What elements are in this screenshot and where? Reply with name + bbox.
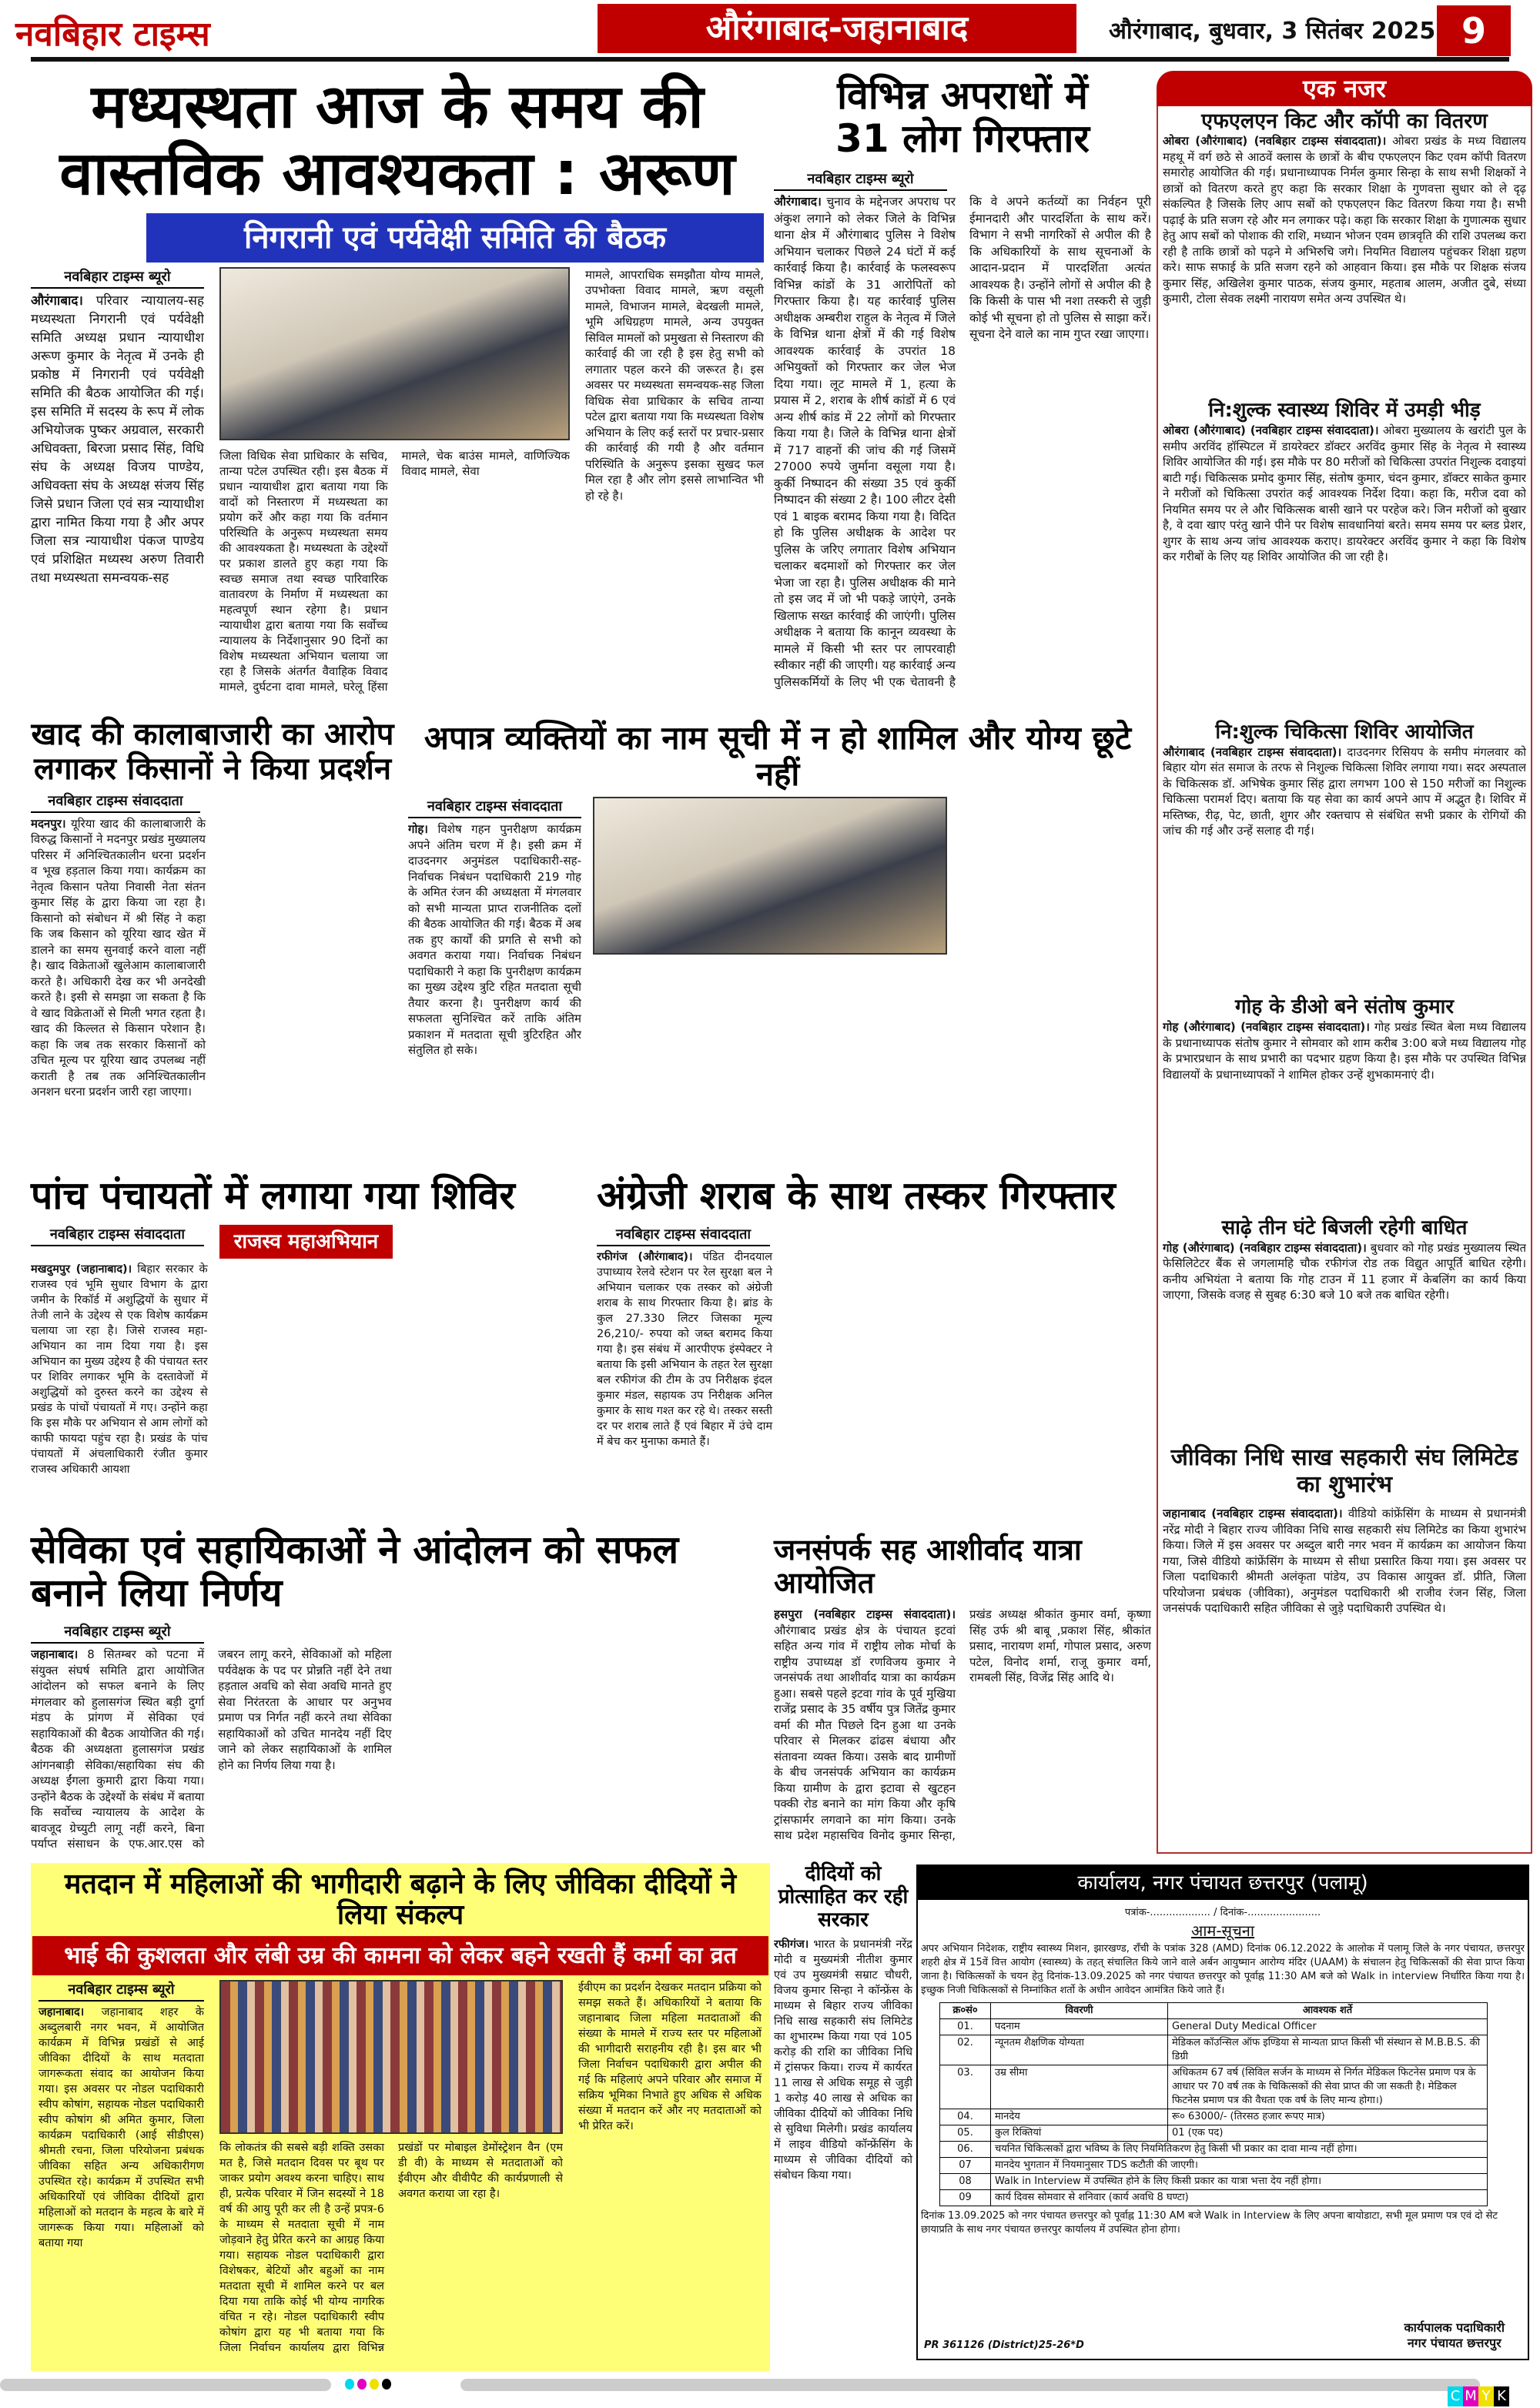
sevika-article [31,1528,766,1853]
signatory-office: नगर पंचायत छत्तरपुर [1407,2336,1502,2350]
table-header: आवश्यक शर्ते [1168,2003,1488,2019]
lead-article-col1 [31,267,204,699]
jansampark-article [774,1533,1151,1854]
notice-cell-no: 04. [940,2109,991,2125]
article-text: विशेष गहन पुनरीक्षण कार्यक्रम अपने अंतिम चरण में है। इसी क्रम में दाउदनगर अनुमंडल पदाधिकारी-सह-निर्वाचक निबंधन पदाधिकारी 219 गोह के अमित रंजन की अध्यक्षता में मंगलवार को सभी मान्यता प्राप्त राजनीतिक दलों की बैठक आयोजित की गई। बैठक में अब तक हुए कार्यों की प्रगति से सभी को अवगत कराया गया। निर्वाचक निबंधन पदाधिकारी ने कहा कि पुनरीक्षण कार्यक्रम का मुख्य उद्देश्य त्रुटि रहित मतदाता सूची तैयार करना है। पुनरीक्षण कार्य की सफलता सुनिश्चित करें ताकि अंतिम प्रकाशन में मतदाता सूची त्रुटिरहित और संतुलित हो सके। [408,822,581,1058]
issue-date: औरंगाबाद, बुधवार, 3 सितंबर 2025 [1109,18,1436,45]
lead-article-middle [219,267,570,699]
byline: नवबिहार टाइम्स ब्यूरो [774,169,947,191]
sharab-article [597,1174,1151,1509]
brief-power-cut [1163,1217,1526,1435]
rajasva-mahaabhiyan-label: राजस्व महाअभियान [219,1225,393,1259]
dateline: जहानाबाद (नवबिहार टाइम्स संवाददाता)। [1163,1507,1343,1521]
dateline: ओबरा (औरंगाबाद) (नवबिहार टाइम्स संवाददाता)। [1163,134,1387,149]
notice-cell-item: पदनाम [991,2019,1168,2035]
article-body: परिवार न्यायालय-सह मध्यस्थता निगरानी एवं पर्यवेक्षी समिति अध्यक्ष प्रधान न्यायाधीश अरूण कुमार के नेतृत्व में उनके ही प्रकोष्ठ में निगरानी एवं पर्यवेक्षी समिति की बैठक आयोजित की गई। इस समिति में सदस्य के रूप में लोक अभियोजक पुष्कर अग्रवाल, सरकारी अधिवक्ता, बिरजा प्रसाद सिंह, विधि संघ के अध्यक्ष विजय पाण्डेय, अधिवक्ता संघ के अध्यक्ष संजय सिंह जिसे प्रधान जिला एवं सत्र न्यायाधीश द्वारा नामित किया गया है और अपर जिला सत्र न्यायाधीश पंकज पाण्डेय एवं प्रशिक्षित मध्यस्थ अरुण तिवारी तथा मध्यस्थता समन्वयक-सह [31,293,204,586]
byline: नवबिहार टाइम्स ब्यूरो [31,1622,204,1644]
page-number: 9 [1437,5,1511,56]
notice-row [940,2035,1488,2065]
notice-cell-text: चयनित चिकित्सकों द्वारा भविष्य के लिए नियमितिकरण हेतु किसी भी प्रकार का दावा मान्य नहीं होगा। [991,2142,1488,2158]
matdan-article [32,1866,768,2368]
brief-jeevika-nidhi [1163,1445,1526,1849]
brief-headline: जीविका निधि साख सहकारी संघ लिमिटेड का शुभारंभ [1170,1444,1518,1498]
public-notice [916,1865,1529,2360]
dateline: गोह (औरंगाबाद) (नवबिहार टाइम्स संवाददाता)। [1163,1020,1370,1035]
masthead-logo: नवबिहार टाइम्स [15,15,210,54]
lead-subhead-banner: निगरानी एवं पर्यवेक्षी समिति की बैठक [146,213,764,263]
didi-article [774,1863,912,2370]
brief-headline: नि:शुल्क चिकित्सा शिविर आयोजित [1215,721,1474,744]
khad-article-body [31,816,394,1161]
matdan-body-1 [38,2005,204,2368]
notice-row [940,2190,1488,2206]
byline: नवबिहार टाइम्स संवाददाता [31,791,200,813]
lead-article-columns [31,267,764,699]
notice-cell-condition: 01 (एक पद) [1168,2125,1488,2142]
lead-article-body-3: मामले, आपराधिक समझौता योग्य मामले, उपभोक्ता विवाद मामले, ऋण वसूली मामले, विभाजन मामले, बेदखली मामले, भूमि अधिग्रहण मामले, अन्य उपयुक्त सिविल मामलों को प्रमुखता से निस्तारण की कार्रवाई की जा रही है इस हेतु सभी को लगातार पहल करने की जरूरत है। इस अवसर पर मध्यस्थता समन्वयक-सह जिला विधिक सेवा प्राधिकार के सचिव तान्या पटेल द्वारा बताया गया कि मध्यस्थता विशेष अभियान के लिए कई स्तरों पर प्रचार-प्रसार की कार्रवाई की गयी है और वर्तमान परिस्थिति के अनुरूप इसका सुखद फल मिल रहा है और लोग इससे लाभान्वित भी हो रहे है। [585,267,764,503]
cmyk-m: M [1463,2386,1478,2406]
apatra-photo [593,797,947,955]
brief-headline: नि:शुल्क स्वास्थ्य शिविर में उमड़ी भीड़ [1208,399,1481,423]
matdan-body-3: ईवीएम का प्रदर्शन देखकर मतदान प्रक्रिया को समझ सकते हैं। अधिकारियों ने बताया कि जहानाबाद जिला महिला मतदाताओं की संख्या के मामले में राज्य स्तर पर महिलाओं की भागीदारी सराहनीय रही है। इस बार भी जिला निर्वाचन पदाधिकारी द्वारा अपील की गई कि महिलाएं अपने परिवार और समाज में सक्रिय भूमिका निभाते हुए अधिक से अधिक संख्या में मतदान करें और नए मतदाताओं को भी प्रेरित करें। [578,1981,762,2132]
crime-headline-2: 31 लोग गिरफ्तार [835,116,1090,161]
notice-cell-condition: मेडिकल कॉउन्सिल ऑफ इण्डिया से मान्यता प्राप्त किसी भी संस्थान से M.B.B.S. की डिग्री [1168,2035,1488,2065]
apatra-headline: अपात्र व्यक्तियों का नाम सूची में न हो शामिल और योग्य छूटे नहीं [424,719,1132,794]
lead-headline-1: मध्यस्थता आज के समय की [91,72,704,142]
lead-article [31,74,764,699]
notice-signatory [1404,2320,1505,2351]
dateline: जहानाबाद। [38,2005,85,2018]
byline: नवबिहार टाइम्स संवाददाता [31,1225,204,1246]
ek-nazar-column [1163,109,1526,1849]
article-text: भारत के प्रधानमंत्री नरेंद्र मोदी व मुख्यमंत्री नीतीश कुमार एवं उप मुख्यमंत्री सम्राट चौधरी, विजय कुमार सिन्हा ने कॉन्फ्रेंस के माध्यम से बिहार राज्य जीविका निधि साख सहकारी संघ लिमिटेड का शुभारम्भ किया गया एवं 105 करोड़ की राशि का जीविका निधि में ट्रांसफर किया। राज्य में कार्यरत 11 लाख से अधिक समूह से जुड़ी 1 करोड़ 40 लाख से अधिक का जीविका दीदियों को जीविका निधि से सुविधा मिलेगी। प्रखंड कार्यालय में लाइव वीडियो कॉन्फ्रेंसिंग के माध्यम से जीविका दीदियों को संबोधन किया गया। [774,1938,912,2182]
article-text: यूरिया खाद की कालाबाजारी के विरुद्ध किसानों ने मदनपुर प्रखंड मुख्यालय परिसर में अनिश्चितकालीन धरना प्रदर्शन व भूख हड़ताल किया गया। कार्यक्रम का नेतृत्व किसान पतेया निवासी नेता संतन कुमार सिंह के द्वारा किया जा रहा है। किसानो को संबोधन में श्री सिंह ने कहा कि जब किसान को यूरिया खाद खेत में डालने का समय सुनवाई करने वाला नहीं है। खाद विक्रेताओं खुलेआम कालाबाजारी करते है। अधिकारी देख कर भी अनदेखी करते है। इसी से समझा जा सकता है कि वे खाद विक्रेताओं से मिली भगत रहता है। खाद की किल्लत से किसान परेशान है। कहा कि जब तक सरकार किसानों को उचित मूल्य पर यूरिया खाद उपलब्ध नहीं कराती है तब तक अनिश्चितकालीन अनशन धरना प्रदर्शन जारी रहा जाएगा। [31,816,206,1099]
crime-article [774,74,1151,699]
notice-footer [918,2317,1528,2359]
lead-article-body-2: जिला विधिक सेवा प्राधिकार के सचिव, तान्या पटेल उपस्थित रही। इस बैठक में प्रधान न्यायाधीश द्वारा बताया गया कि वादों को निस्तारण में मध्यस्थता का प्रयोग करें और कहा गया कि वर्तमान परिस्थिति के अनुरूप मध्यस्थता समय की आवश्यकता है। मध्यस्थता के उद्देश्यों पर प्रकाश डालते हुए कहा गया कि स्वच्छ समाज तथा स्वच्छ पारिवारिक वातावरण के निर्माण में मध्यस्थता का महत्वपूर्ण स्थान रहेगा है। प्रधान न्यायाधीश द्वारा बताया गया कि सर्वोच्च न्यायालय के निर्देशानुसार 90 दिनों का विशेष मध्यस्थता अभियान चलाया जा रहा है जिसके अंतर्गत वैवाहिक विवाद मामले, दुर्घटना दावा मामले, घरेलू हिंसा मामले, चेक बाउंस मामले, वाणिज्यिक विवाद मामले, सेवा [219,448,570,694]
dateline: मखदुमपुर (जहानाबाद)। [31,1263,132,1276]
notice-cell-item: उम्र सीमा [991,2065,1168,2109]
notice-cell-no: 05. [940,2125,991,2142]
cyan-dot [345,2379,354,2390]
notice-cell-condition: General Duty Medical Officer [1168,2019,1488,2035]
notice-row [940,2065,1488,2109]
brief-headline: साढ़े तीन घंटे बिजली रहेगी बाधित [1221,1216,1468,1239]
notice-cell-item: मानदेय [991,2109,1168,2125]
brief-headline: एफएलएन किट और कॉपी का वितरण [1201,109,1488,133]
brief-fln-kit [1163,109,1526,389]
crime-headline-1: विभिन्न अपराधों में [837,73,1088,118]
crime-article-body [774,194,1151,699]
article-text: बिहार सरकार के राजस्व एवं भूमि सुधार विभाग के द्वारा जमीन के रिकॉर्ड में अशुद्धियों के सुधार में तेजी लाने के उद्देश्य से एक विशेष कार्यक्रम चलाया जा रहा है। जिसे राजस्व महा-अभियान का नाम दिया गया है। इस अभियान का मुख्य उद्देश्य है की पंचायत स्तर पर शिविर लगाकर भूमि के दस्तावेजों में अशुद्धियों को दुरुस्त करने का उद्देश्य से प्रखंड के पांचों पंचायतों में गए। उन्होंने कहा कि इस मौके पर अभियान से आम लोगों को काफी फायदा पहुंच रहा है। प्रखंड के पांच पंचायतों में अंचलाधिकारी रंजीत कुमार राजस्व अधिकारी आयशा [31,1263,208,1476]
header-divider [31,57,1509,62]
khad-headline-2: लगाकर किसानों ने किया प्रदर्शन [33,751,392,787]
lead-headline-2: वास्तविक आवश्यकता : अरूण [59,139,735,209]
karma-vrat-banner: भाई की कुशलता और लंबी उम्र की कामना को लेकर बहने रखती हैं कर्मा का व्रत [32,1936,768,1975]
notice-office: कार्यालय, नगर पंचायत छत्तरपुर (पलामू) [918,1866,1528,1900]
table-header: क्र०सं० [940,2003,991,2019]
brief-medical-camp [1163,721,1526,985]
matdan-body-2: कि लोकतंत्र की सबसे बड़ी शक्ति उसका मत है, जिसे मतदान दिवस पर बूथ पर जाकर प्रयोग अवश्य करना चाहिए। साथ ही, प्रत्येक परिवार में जिन सदस्यों ने 18 वर्ष की आयु पूरी कर ली है उन्हें प्रपत्र-6 के माध्यम से मतदाता सूची में नाम जोड़वाने हेतु प्रेरित करने का आग्रह किया गया। सहायक नोडल पदाधिकारी द्वारा विशेषकर, बेटियों और बहुओं का नाम मतदाता सूची में शामिल करने पर बल दिया गया ताकि कोई भी योग्य नागरिक वंचित न रहे। नोडल पदाधिकारी स्वीप कोषांग द्वारा यह भी बताया गया कि जिला निर्वाचन कार्यालय द्वारा विभिन्न प्रखंडों पर मोबाइल डेमोंस्ट्रेशन वैन (एम डी वी) के माध्यम से मतदाताओं को ईवीएम और वीवीपैट की कार्यप्रणाली से अवगत कराया जा रहा है। [219,2141,563,2354]
dateline: गोह (औरंगाबाद) (नवबिहार टाइम्स संवाददाता)। [1163,1240,1367,1255]
khad-headline-1: खाद की कालाबाजारी का आरोप [31,717,394,752]
notice-cell-no: 01. [940,2019,991,2035]
notice-row [940,2174,1488,2190]
didi-article-body [774,1937,912,2370]
notice-cell-condition: अधिकतम 67 वर्ष (सिविल सर्जन के माध्यम से निर्गत मेडिकल फिटनेस प्रमाण पत्र के आधार पर 70 वर्ष तक के चिकित्सकों की सेवा प्राप्त की जा सकती है। मेडिकल फिटनेस प्रमाण पत्र की वैधता एक वर्ष के लिए मान्य होगा।) [1168,2065,1488,2109]
article-text: पंडित दीनदयाल उपाध्याय रेलवे स्टेशन पर रेल सुरक्षा बल ने अभियान चलाकर एक तस्कर को अंग्रेजी शराब के साथ गिरफ्तार किया है। ब्रांड के कुल 27.330 लिटर जिसका मूल्य 26,210/- रुपया को जब्त बरामद किया गया है। इस संबंध में आरपीएफ इंस्पेक्टर ने बताया कि इसी अभियान के तहत रेल सुरक्षा बल रफीगंज की टीम के उप निरीक्षक इंदल कुमार मंडल, सहायक उप निरीक्षक अनिल कुमार के साथ गश्त कर रहे थे। तस्कर सस्ती दर पर शराब लाते हैं एवं बिहार में उंचे दाम में बेच कर मुनाफा कमाते हैं। [597,1251,772,1448]
lead-photo [219,267,570,440]
jansampark-article-body [774,1607,1151,1854]
notice-cell-condition: रू० 63000/- (तिरसठ हजार रूपए मात्र) [1168,2109,1488,2125]
brief-headline: गोह के डीओ बने संतोष कुमार [1235,995,1454,1019]
notice-row [940,2158,1488,2174]
dateline: मदनपुर। [31,816,66,831]
notice-cell-no: 07 [940,2158,991,2174]
dateline: औरंगाबाद। [31,293,83,309]
apatra-article [404,720,1151,1161]
byline: नवबिहार टाइम्स संवाददाता [408,797,581,818]
sharab-article-body [597,1249,1151,1509]
notice-cell-no: 03. [940,2065,991,2109]
notice-title: आम-सूचना [1190,1921,1255,1940]
table-header: विवरणी [991,2003,1168,2019]
article-text: औरंगाबाद प्रखंड क्षेत्र के पंचायत इटवां सहित अन्य गांव में राष्ट्रीय लोक मोर्चा के राष्ट्रीय उपाध्यक्ष डॉ रणविजय कुमार ने जनसंपर्क तथा आशीर्वाद यात्रा का कार्यक्रम हुआ। सबसे पहले इटवा गांव के पूर्व मुखिया राजेंद्र प्रसाद के 35 वर्षीय पुत्र जितेंद्र कुमार वर्मा की मौत पिछले दिन हुआ था उनके परिवार से मिलकर ढांढस बंधाया और संतावना व्यक्त किया। उसके बाद ग्रामीणों के बीच जनसंपर्क अभियान का कार्यक्रम किया ग्रामीण के द्वारा इटावा से खुटहन पक्की रोड बनाने का मांग किया और कृषि ट्रांसफार्मर लगवाने का मांग किया। उनके साथ प्रदेश महासचिव विनोद कुमार सिन्हा, प्रखंड अध्यक्ष श्रीकांत कुमार वर्मा, कृष्णा सिंह उर्फ श्री बाबू ,प्रकाश सिंह, श्रीकांत प्रसाद, नारायण शर्मा, गोपाल प्रसाद, अरुण पटेल, विनोद शर्मा, राजू कुमार वर्मा, रामबली सिंह, विजेंद्र सिंह आदि थे। [774,1607,1151,1843]
dateline: जहानाबाद। [31,1647,79,1661]
registration-bar [0,2379,331,2391]
byline: नवबिहार टाइम्स ब्यूरो [38,1980,204,2002]
brief-health-camp [1163,400,1526,711]
brief-body: गोह प्रखंड स्थित बेला मध्य विद्यालय के प्रधानाध्यापक संतोष कुमार ने सोमवार को शाम करीब 3:00 बजे मध्य विद्यालय गोह के प्रभारप्रधान के साथ प्रभारी का पदभार ग्रहण किया है। इस मौके पर उपस्थित विभिन्न विद्यालयों के प्रधानाध्यापकों ने शामिल होकर उन्हें शुभकामनाएं दी। [1163,1020,1526,1082]
notice-row [940,2109,1488,2125]
brief-body: ओबरा प्रखंड के मध्य विद्यालय महथू में वर्ग छठे से आठवें क्लास के छात्रों के बीच एफएलएन किट एवम कॉपी वितरण समारोह आयोजित की गई। प्रधानाध्यापक निर्मल कुमार सिन्हा के साथ सभी शिक्षकों ने छात्रों को वितरण करते हुए कहा कि सरकार शिक्षा के गुणवत्ता सुधार को ले दृढ़ संकल्पित है जिसके लिए आप सबों को एफएलएन किट वितरण किया गया है। सभी पढ़ाई के प्रति सजग रहे और मन लगाकर पढ़े। कहा कि सरकार शिक्षा के गुणात्मक सुधार हेतु आप सबों को पोशाक की राशि, मध्यान भोजन एवम छात्रवृति की राशि उपलब्ध करा रही है ताकि छात्रों को पढ़ने मे अभिरुचि जगे। नियमित विद्यालय पहुंचकर शिक्षा ग्रहण करे। साफ सफाई के प्रति सजग रहने को आहवान किया। इस मौके पर शिक्षक संजय कुमार सिंह, अखिलेश कुमार पाठक, संजय कुमार, महताब आलम, अजीत दुबे, संध्या कुमारी, टोला सेवक लक्ष्मी नारायण समेत अन्य उपस्थित थे। [1163,134,1526,306]
notice-cell-text: Walk in Interview में उपस्थित होने के लिए किसी प्रकार का यात्रा भत्ता देय नहीं होगा। [991,2174,1488,2190]
notice-ref-line: पत्रांक-................... / दिनांक-....................... [1124,1907,1321,1918]
byline: नवबिहार टाइम्स संवाददाता [597,1225,770,1246]
black-dot [382,2379,391,2390]
khad-article [31,717,394,1161]
dateline: औरंगाबाद (नवबिहार टाइम्स संवाददाता)। [1163,744,1342,759]
registration-bar [460,2379,1480,2391]
notice-closing: दिनांक 13.09.2025 को नगर पंचायत छत्तरपुर को पूर्वाह्न 11:30 AM बजे Walk in Interview के लिए अपना बायोडाटा, सभी मूल प्रमाण पत्र एवं दो सेट छायाप्रति के साथ नगर पंचायत छत्तरपुर कार्यालय में उपस्थित होना होगा। [921,2210,1498,2236]
matdan-crowd-photo [219,1980,563,2134]
sharab-headline: अंग्रेजी शराब के साथ तस्कर गिरफ्तार [597,1173,1116,1218]
matdan-headline: मतदान में महिलाओं की भागीदारी बढ़ाने के लिए जीविका दीदियों ने लिया संकल्प [64,1868,737,1931]
cmyk-c: C [1448,2386,1463,2406]
notice-row [940,2142,1488,2158]
dateline: औरंगाबाद। [774,195,822,209]
notice-cell-no: 08 [940,2174,991,2190]
magenta-dot [357,2379,367,2390]
notice-intro: अपर अभियान निदेशक, राष्ट्रीय स्वास्थ्य मिशन, झारखण्ड, राँची के पत्रांक 328 (AMD) दिनांक 06.12.2022 के आलोक में पलामू जिले के नगर पंचायत, छत्तरपुर शहरी क्षेत्र में 15वें वित्त आयोग (स्वास्थ्य) के तहत् संचालित किये जाने वाले अर्बन आयुष्मान आरोग्य मंदिर (UAAM) के संचालन हेतु चिकित्सकों की सेवा प्राप्त किया जाना है। चिकित्सकों के चयन हेतु दिनांक-13.09.2025 को नगर पंचायत छत्तरपुर को पूर्वाह्न 11:30 AM बजे को Walk in interview निर्धारित किया गया है। इच्छुक निजी चिकित्सकों से निम्नांकित शर्तो के अधीन आवेदन आमंत्रित किये जाते हैं। [921,1943,1525,1996]
signatory-title: कार्यपालक पदाधिकारी [1404,2320,1505,2335]
apatra-article-body [408,821,581,1161]
dateline: ओबरा (औरंगाबाद) (नवबिहार टाइम्स संवाददाता)। [1163,423,1379,438]
brief-body: बुधवार को गोह प्रखंड मुख्यालय स्थित फेसिलिटेटर बैंक से जगलामहि चौक रफीगंज रोड तक विद्युत आपूर्ति बाधित रहेगी। कनीय अभियंता ने बताया कि गोह टाउन में 11 हजार में केबलिंग का कार्य किया जाएगा, जिसके वजह से सुबह 6:30 बजे 10 बजे तक बाधित रहेगी। [1163,1240,1526,1303]
brief-body: दाउदनगर रिसियप के समीप मंगलवार को बिहार योग संत समाज के तरफ से निशुल्क चिकित्सा शिविर लगाया गया। सदर अस्पताल के चिकित्सक डॉ. अभिषेक कुमार सिंह द्वारा लगभग 100 से 150 मरीजों का निशुल्क चिकित्सा परामर्श दिए। बताया कि यह सेवा का कार्य अपने आप में अद्भुत है। शिविर में मस्तिष्क, रीढ़, पेट, छाती, शुगर और रक्तचाप से संबंधित सभी प्रकार के रोगियों की जांच की गई और उन्हें सलाह दी गई। [1163,744,1526,838]
notice-cell-no: 06. [940,2142,991,2158]
ek-nazar-header: एक नजर [1157,71,1532,106]
yellow-dot [370,2379,379,2390]
brief-body: ओबरा मुख्यालय के खरांटी पुल के समीप अरविंद हॉस्पिटल में डायरेक्टर डॉक्टर अरविंद कुमार सिंह के नेतृत्व मे स्वास्थ्य शिविर आयोजित की गई। इस मौके पर 80 मरीजों को चिकित्सा उपरांत निशुल्क दवाइयां बाटी गई। चिकित्सक प्रमोद कुमार सिंह, संतोष कुमार, चंदन कुमार, डॉक्टर साकेत कुमार ने मरीजों को चिकित्सा उपरांत कई आवश्यक निर्देश दिया। कहा कि, मरीज दवा को नियमित समय पर ले और चिकित्सक बासी खाने पर परहेज करे। जिन मरीजों को बुखार है, वे दवा खाए परंतु खाने पीने पर विशेष सावधानियां बरते। समय समय पर ब्लड प्रेशर, शुगर के साथ अन्य जांच आवश्यक कराए। डायरेक्टर अरविंद कुमार ने कहा कि विशेष कर गरीबों के लिए यह शिविर आयोजित की जा रही है। [1163,423,1526,564]
notice-row [940,2019,1488,2035]
dateline: हसपुरा (नवबिहार टाइम्स संवाददाता)। [774,1607,956,1622]
notice-cell-no: 02. [940,2035,991,2065]
notice-cell-item: न्यूनतम शैक्षणिक योग्यता [991,2035,1168,2065]
edition-banner: औरंगाबाद-जहानाबाद [598,4,1076,53]
cmyk-y: Y [1478,2386,1494,2406]
notice-conditions-table [939,2002,1488,2206]
article-text: चुनाव के मद्देनजर अपराध पर अंकुश लगाने को लेकर जिले के विभिन्न थाना क्षेत्र में औरंगाबाद पुलिस ने विशेष अभियान चलाकर पिछले 24 घंटों में कई कार्रवाई किया है। कार्रवाई के फलस्वरूप विभिन्न कांडों के 31 आरोपितों को गिरफ्तार किया है। यह कार्रवाई पुलिस अधीक्षक अम्बरीश राहुल के नेतृत्व में जिले के विभिन्न थाना क्षेत्रों में की गई विशेष आवश्यक कार्रवाई के उपरांत 18 अभियुक्तों को गिरफ्तार कर जेल भेज दिया गया। लूट मामले में 1, हत्या के प्रयास में 2, शराब के शीर्ष कांडों में 6 एवं अन्य शीर्ष कांड में 22 लोगों को गिरफ्तार किया गया है। जिले के विभिन्न थाना क्षेत्रों में 717 वाहनों की जांच की गई जिसमें 27000 रुपये जुर्माना वसूला गया है। कुर्की निष्पादन की संख्या 35 एवं कुर्की निष्पादन की संख्या 2 है। 100 लीटर देसी एवं 1 बाइक बरामद किया गया है। विदित हो कि पुलिस अधीक्षक के आदेश पर पुलिस के जरिए लगातार विशेष अभियान चलाकर बदमाशों को गिरफ्तार कर जेल भेजा जा रहा है। पुलिस अधीक्षक की माने तो इस जद में जो भी पकड़े जाएंगे, उनके खिलाफ सख्त कार्रवाई की जाएंगी। पुलिस अधीक्षक ने बताया कि कानून व्यवस्था के मामले में किसी भी स्तर पर लापरवाही स्वीकार नहीं की जाएगी। यह कार्रवाई अन्य पुलिसकर्मियों के लिए भी एक चेतावनी है कि वे अपने कर्तव्यों का निर्वहन पूरी ईमानदारी और पारदर्शिता के साथ करें। विभाग ने सभी नागरिकों से अपील की है कि अधिकारियों के साथ सूचनाओं के आदान-प्रदान में पारदर्शिता अत्यंत आवश्यक है। उन्होंने लोगों से अपील की है कि किसी के पास भी नशा तस्करी से जुड़ी कोई भी सूचना हो तो पुलिस से साझा करें। सूचना देने वाले का नाम गुप्त रखा जाएगा। [774,195,1151,689]
panchayat-headline: पांच पंचायतों में लगाया गया शिविर [31,1173,515,1218]
panchayat-article-body [31,1262,589,1509]
panchayat-article [31,1174,589,1509]
article-text: 8 सितम्बर को पटना में संयुक्त संघर्ष समिति द्वारा आयोजित आंदोलन को सफल बनाने के लिए मंगलवार को हुलासगंज स्थित बड़ी दुर्गा मंडप के प्रांगण में सेविका एवं सहायिकाओं की बैठक आयोजित की गई। बैठक की अध्यक्षता हुलासगंज प्रखंड आंगनबाड़ी सेविका/सहायिका संघ की अध्यक्ष ईंगला कुमारी द्वारा किया गया। उन्होंने बैठक के उद्देश्यों के संबंध में बताया कि सर्वोच्च न्यायालय के आदेश के बावजूद ग्रेच्युटी लागू नहीं करने, बिना पर्याप्त संसाधन के एफ.आर.एस को जबरन लागू करने, सेविकाओं को महिला पर्यवेक्षक के पद पर प्रोन्नति नहीं देने तथा हड़ताल अवधि को सेवा अवधि मानते हुए सेवा निरंतरता के आधार पर अनुभव प्रमाण पत्र निर्गत नहीं करने तथा सेविका सहायिकाओं को उचित मानदेय नहीं दिए जाने को लेकर सहायिकाओं के शामिल होने का निर्णय लिया गया है। [31,1647,392,1851]
brief-goh-do [1163,996,1526,1206]
byline: नवबिहार टाइम्स ब्यूरो [31,267,204,289]
cmyk-k: K [1494,2386,1509,2406]
notice-cell-text: कार्य दिवस सोमवार से शनिवार (कार्य अवधि 8 घण्टा) [991,2190,1488,2206]
brief-body: वीडियो कांफ्रेंसिंग के माध्यम से प्रधानमंत्री नरेंद्र मोदी ने बिहार राज्य जीविका निधि साख सहकारी संघ लिमिटेड का किया शुभारंभ किया। जिले में इस अवसर पर अब्दुल बारी नगर भवन में कार्यक्रम का आयोजन किया गया, जिसे वीडियो कांफ्रेंसिंग के माध्यम से सीधा प्रसारित किया गया। इस अवसर पर जिला पदाधिकारी श्रीमती अलंकृता पांडेय, उप विकास आयुक्त डॉ. प्रीति, जिला परियोजना प्रबंधक (जीविका), अनुमंडल पदाधिकारी श्री राजीव रंजन सिंह, जिला जनसंपर्क पदाधिकारी सहित जीविका से जुड़े पदाधिकारी उपस्थित थे। [1163,1507,1526,1616]
sevika-article-body [31,1647,766,1853]
dateline: रफीगंज। [774,1938,809,1951]
sevika-headline: सेविका एवं सहायिकाओं ने आंदोलन को सफल बनाने लिया निर्णय [31,1527,679,1615]
notice-cell-text: मानदेय भुगतान में नियमानुसार TDS कटौती की जाएगी। [991,2158,1488,2174]
notice-row [940,2125,1488,2142]
notice-pr-number: PR 361126 (District)25-26*D [924,2339,1084,2351]
notice-cell-no: 09 [940,2190,991,2206]
jansampark-headline: जनसंपर्क सह आशीर्वाद यात्रा आयोजित [774,1533,1082,1600]
didi-headline: दीदियों को प्रोत्साहित कर रही सरकार [778,1862,909,1931]
dateline: गोह। [408,822,428,837]
article-text: जहानाबाद शहर के अब्दुलबारी नगर भवन, में आयोजित कार्यक्रम में विभिन्न प्रखंडों से आई जीविका दीदियों के साथ मतदाता जागरूकता संवाद का आयोजन किया गया। इस अवसर पर नोडल पदाधिकारी स्वीप कोषांग, सहायक नोडल पदाधिकारी स्वीप कोषांग श्री अमित कुमार, जिला कार्यक्रम पदाधिकारी (आई सीडीएस) श्रीमती रचना, जिला परियोजना प्रबंधक जीविका सहित अन्य अधिकारीगण उपस्थित रहे। कार्यक्रम में उपस्थित सभी अधिकारियों एवं जीविका दीदियों द्वारा महिलाओं को मतदान के महत्व के बारे में जागरूक किया गया। महिलाओं को बताया गया [38,2005,204,2249]
notice-cell-item: कुल रिक्तियां [991,2125,1168,2142]
dateline: रफीगंज (औरंगाबाद)। [597,1251,693,1263]
